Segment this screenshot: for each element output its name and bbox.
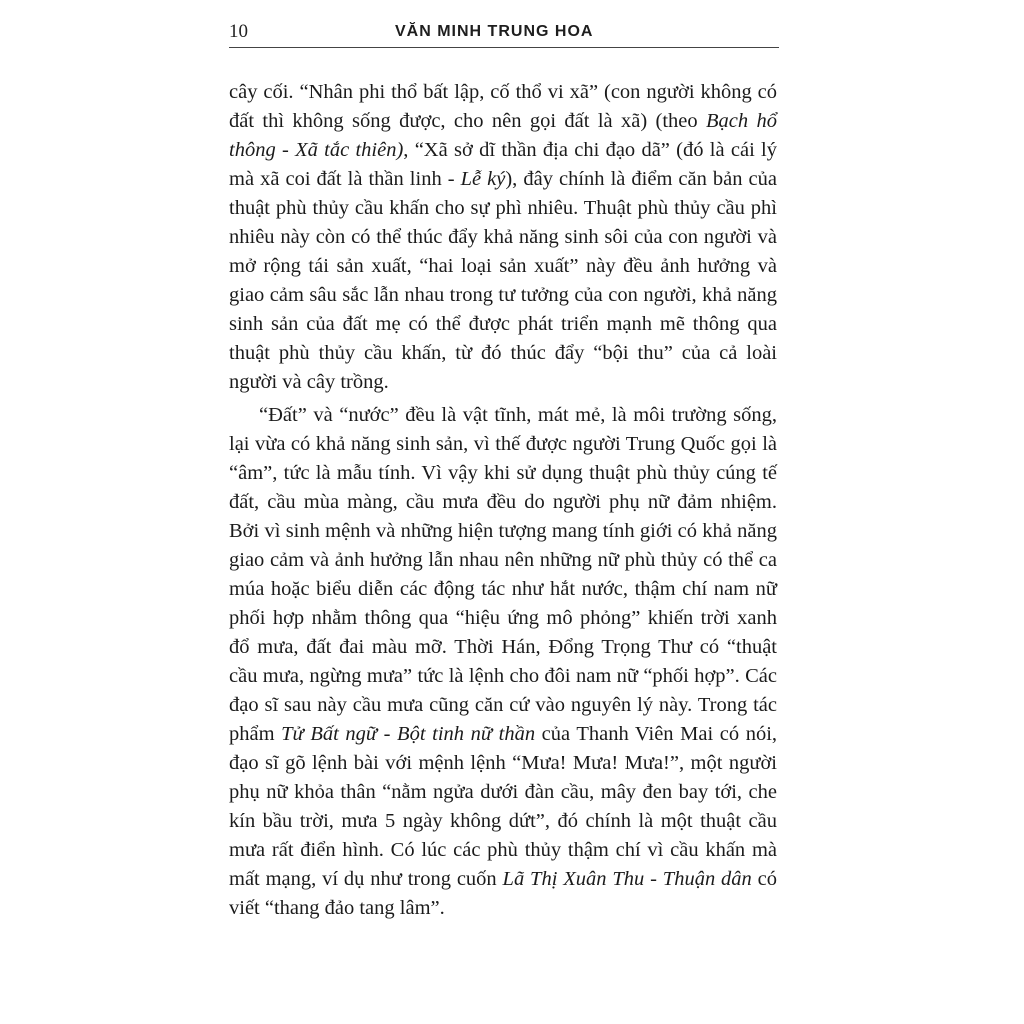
- paragraph-2-text: “Đất” và “nước” đều là vật tĩnh, mát mẻ, là môi trường sống, lại vừa có khả năng sinh sản, vì thế được người Trung Quốc gọi là “âm”, tức là mẫu tính. Vì vậy khi sử dụng thuật phù thủy cúng tế đất, cầu mùa màng, cầu mưa đều do người phụ nữ đảm nhiệm. Bởi vì sinh mệnh và những hiện tượng mang tính giới có khả năng giao cảm và ảnh hưởng lẫn nhau nên những nữ phù thủy có thể ca múa hoặc biểu diễn các động tác như hắt nước, thậm chí nam nữ phối hợp nhằm thông qua “hiệu ứng mô phỏng” khiến trời xanh đổ mưa, đất đai màu mỡ. Thời Hán, Đổng Trọng Thư có “thuật cầu mưa, ngừng mưa” tức là lệnh cho đôi nam nữ “phối hợp”. Các đạo sĩ sau này cầu mưa cũng căn cứ vào nguyên lý này. Trong tác phẩm: [229, 404, 777, 745]
- paragraph-2-text: có viết “thang đảo tang lâm”.: [229, 868, 777, 919]
- paragraph-1: [229, 78, 777, 397]
- paragraph-1-text: cây cối. “Nhân phi thổ bất lập, cố thổ vi xã” (con người không có đất thì không sống được, cho nên gọi đất là xã) (theo: [229, 81, 777, 132]
- citation-le-ky: Lễ ký: [460, 168, 506, 190]
- paragraph-2-text: của Thanh Viên Mai có nói, đạo sĩ gõ lệnh bài với mệnh lệnh “Mưa! Mưa! Mưa!”, một người phụ nữ khỏa thân “nằm ngửa dưới đàn cầu, mây đen bay tới, che kín bầu trời, mưa 5 ngày không dứt”, đó chính là một thuật cầu mưa rất điển hình. Có lúc các phù thủy thậm chí vì cầu khấn mà mất mạng, ví dụ như trong cuốn: [229, 723, 778, 890]
- citation-bach-ho-thong: Bạch hổ thông - Xã tắc thiên): [229, 110, 778, 161]
- paragraph-1-text: ), đây chính là điểm căn bản của thuật phù thủy cầu khấn cho sự phì nhiêu. Thuật phù thủy cầu phì nhiêu này còn có thể thúc đẩy khả năng sinh sôi của con người và mở rộng tái sản xuất, “hai loại sản xuất” này đều ảnh hưởng và giao cảm sâu sắc lẫn nhau trong tư tưởng của con người, khả năng sinh sản của đất mẹ có thể được phát triển mạnh mẽ thông qua thuật phù thủy cầu khấn, từ đó thúc đẩy “bội thu” của cả loài người và cây trồng.: [229, 168, 778, 393]
- page-header: [229, 18, 779, 48]
- running-title: VĂN MINH TRUNG HOA: [395, 23, 594, 40]
- citation-la-thi-xuan-thu: Lã Thị Xuân Thu - Thuận dân: [502, 868, 752, 890]
- paragraph-2: [229, 401, 777, 923]
- citation-tu-bat-ngu: Tử Bất ngữ - Bột tinh nữ thần: [281, 723, 536, 745]
- paragraph-1-text: , “Xã sở dĩ thần địa chi đạo dã” (đó là cái lý mà xã coi đất là thần linh -: [229, 139, 777, 190]
- body-text: [229, 78, 777, 923]
- page-number: 10: [229, 21, 248, 42]
- header-divider: [229, 47, 779, 48]
